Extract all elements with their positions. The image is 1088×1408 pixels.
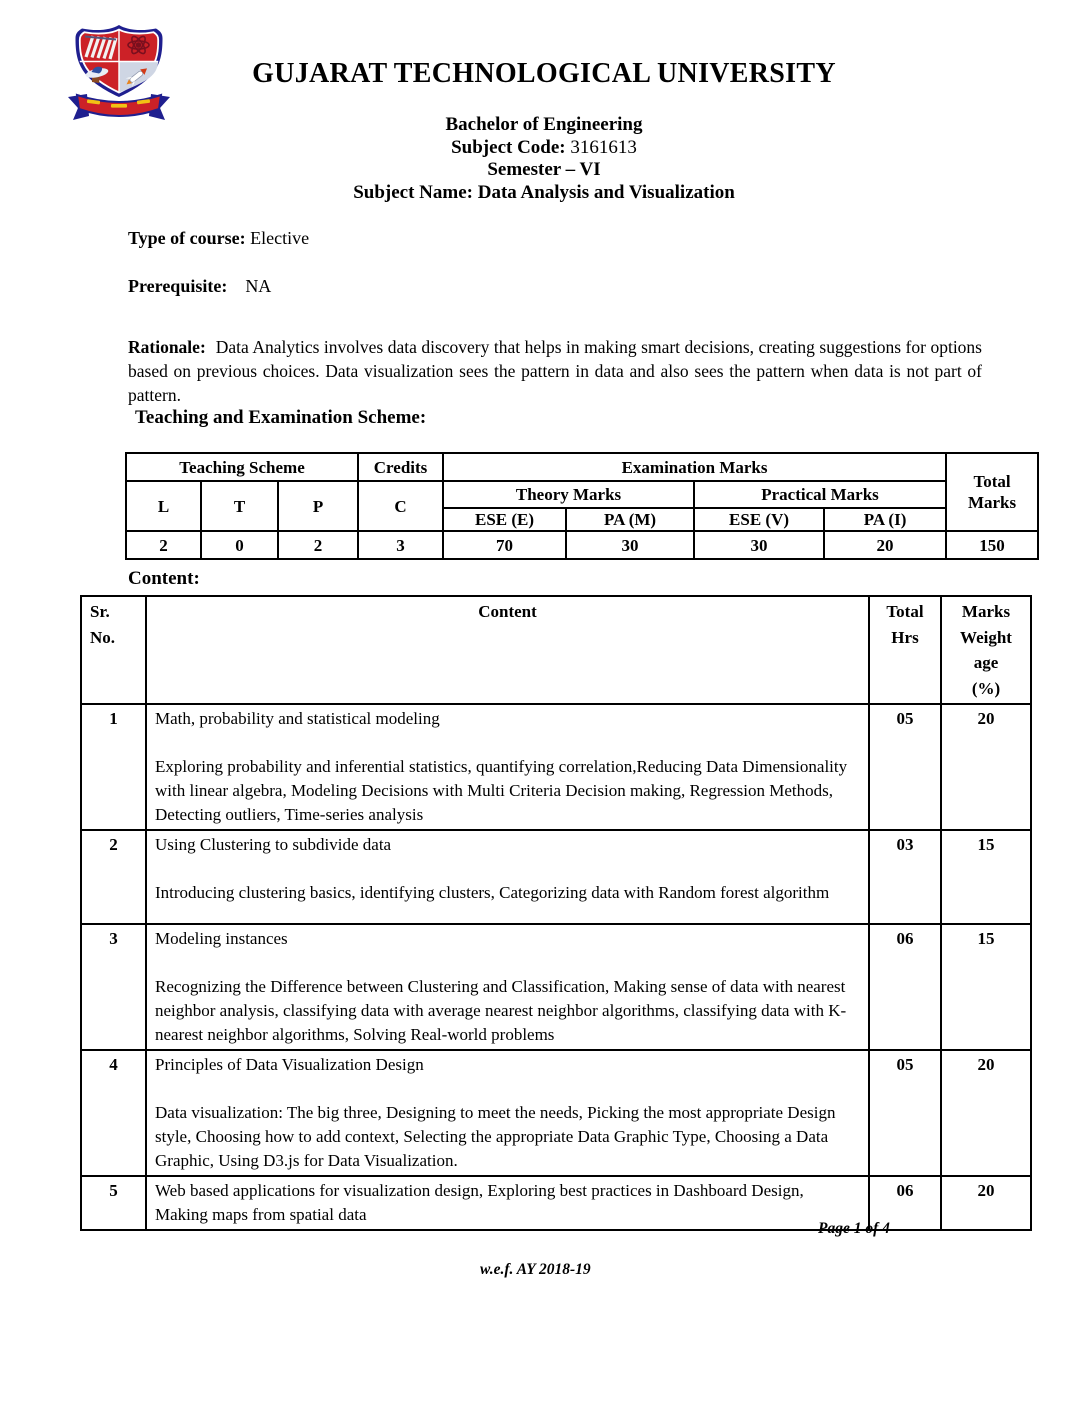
row-detail: Data visualization: The big three, Designing to meet the needs, Picking the most appropriate Design style, Choosing how to add context, Selecting the appropriate Data Graphic Type, Choosing a Data Graphic, Using D3.js for Data Visualization.	[155, 1103, 836, 1170]
subject-code-label: Subject Code:	[451, 136, 566, 158]
course-type-value: Elective	[250, 228, 310, 248]
content-heading: Content:	[128, 568, 200, 589]
table-row	[81, 830, 1031, 924]
value-pa-m: 30	[566, 531, 694, 559]
row-detail: Web based applications for visualization design, Exploring best practices in Dashboard Design, Making maps from spatial data	[155, 1181, 804, 1224]
rationale-label: Rationale:	[128, 336, 206, 357]
value-pa-i: 20	[824, 531, 946, 559]
row-content	[146, 704, 869, 830]
row-title: Principles of Data Visualization Design	[155, 1055, 424, 1074]
table-row	[81, 704, 1031, 830]
row-content	[146, 924, 869, 1050]
col-c-header: C	[358, 481, 443, 531]
row-sr: 2	[81, 830, 146, 924]
prerequisite-line	[128, 276, 271, 297]
sr-no-header: Sr. No.	[81, 596, 146, 704]
value-ese-v: 30	[694, 531, 824, 559]
ese-v-header: ESE (V)	[694, 508, 824, 531]
row-content	[146, 1050, 869, 1176]
row-content	[146, 1176, 869, 1230]
row-hrs: 06	[869, 1176, 941, 1230]
value-c: 3	[358, 531, 443, 559]
row-detail: Recognizing the Difference between Clustering and Classification, Making sense of data with nearest neighbor analysis, classifying data with average nearest neighbor algorithms, classifying data with K- nearest neighbor algorithms, Solving Real-world problems	[155, 977, 847, 1044]
exam-scheme-table	[125, 452, 1039, 560]
credits-header: Credits	[358, 453, 443, 481]
subject-name-line: Subject Name: Data Analysis and Visualization	[353, 181, 735, 203]
row-detail: Introducing clustering basics, identifying clusters, Categorizing data with Random forest algorithm	[155, 883, 830, 902]
wef-note: w.e.f. AY 2018-19	[480, 1261, 591, 1278]
row-sr: 3	[81, 924, 146, 1050]
page-number: Page 1 of 4	[818, 1220, 890, 1237]
scheme-heading: Teaching and Examination Scheme:	[135, 407, 427, 428]
row-weight: 15	[941, 924, 1031, 1050]
value-l: 2	[126, 531, 201, 559]
rationale-paragraph	[128, 335, 982, 407]
course-type-line	[128, 228, 309, 249]
row-detail: Exploring probability and inferential statistics, quantifying correlation,Reducing Data Dimensionality with linear algebra, Modeling Decisions with Multi Criteria Decision making, Regression Methods, Detecting outliers, Time-series analysis	[155, 757, 848, 824]
row-weight: 20	[941, 1050, 1031, 1176]
row-title: Math, probability and statistical modeling	[155, 709, 440, 728]
row-weight: 15	[941, 830, 1031, 924]
rationale-text: Data Analytics involves data discovery that helps in making smart decisions, creating suggestions for options based on previous choices. Data visualization sees the pattern in data and also sees the pattern when data is not part of pattern.	[128, 336, 982, 405]
row-title: Using Clustering to subdivide data	[155, 835, 392, 854]
prerequisite-label: Prerequisite:	[128, 276, 228, 296]
row-content	[146, 830, 869, 924]
row-title: Modeling instances	[155, 929, 288, 948]
table-row	[81, 924, 1031, 1050]
col-t-header: T	[201, 481, 278, 531]
ese-e-header: ESE (E)	[443, 508, 566, 531]
value-total: 150	[946, 531, 1038, 559]
exam-marks-header: Examination Marks	[443, 453, 946, 481]
content-column-header: Content	[146, 596, 869, 704]
row-sr: 5	[81, 1176, 146, 1230]
value-p: 2	[278, 531, 358, 559]
row-hrs: 03	[869, 830, 941, 924]
col-l-header: L	[126, 481, 201, 531]
marks-weightage-header: Marks Weight age (%)	[941, 596, 1031, 704]
semester-line: Semester – VI	[487, 159, 601, 180]
total-hrs-header: Total Hrs	[869, 596, 941, 704]
total-marks-header: Total Marks	[946, 453, 1038, 531]
row-weight: 20	[941, 704, 1031, 830]
page-title: GUJARAT TECHNOLOGICAL UNIVERSITY	[252, 58, 836, 89]
row-hrs: 05	[869, 704, 941, 830]
content-table	[80, 595, 1032, 1231]
row-hrs: 06	[869, 924, 941, 1050]
row-sr: 4	[81, 1050, 146, 1176]
degree-line: Bachelor of Engineering	[445, 114, 643, 135]
subject-code-value: 3161613	[570, 136, 637, 158]
table-row	[81, 1050, 1031, 1176]
teaching-scheme-header: Teaching Scheme	[126, 453, 358, 481]
col-p-header: P	[278, 481, 358, 531]
practical-marks-header: Practical Marks	[694, 481, 946, 508]
row-sr: 1	[81, 704, 146, 830]
row-weight: 20	[941, 1176, 1031, 1230]
prerequisite-value: NA	[245, 276, 272, 296]
subject-code-line	[0, 137, 1088, 160]
row-hrs: 05	[869, 1050, 941, 1176]
pa-i-header: PA (I)	[824, 508, 946, 531]
value-t: 0	[201, 531, 278, 559]
course-type-label: Type of course:	[128, 228, 246, 248]
value-ese-e: 70	[443, 531, 566, 559]
theory-marks-header: Theory Marks	[443, 481, 694, 508]
pa-m-header: PA (M)	[566, 508, 694, 531]
subject-header-block	[0, 114, 1088, 204]
